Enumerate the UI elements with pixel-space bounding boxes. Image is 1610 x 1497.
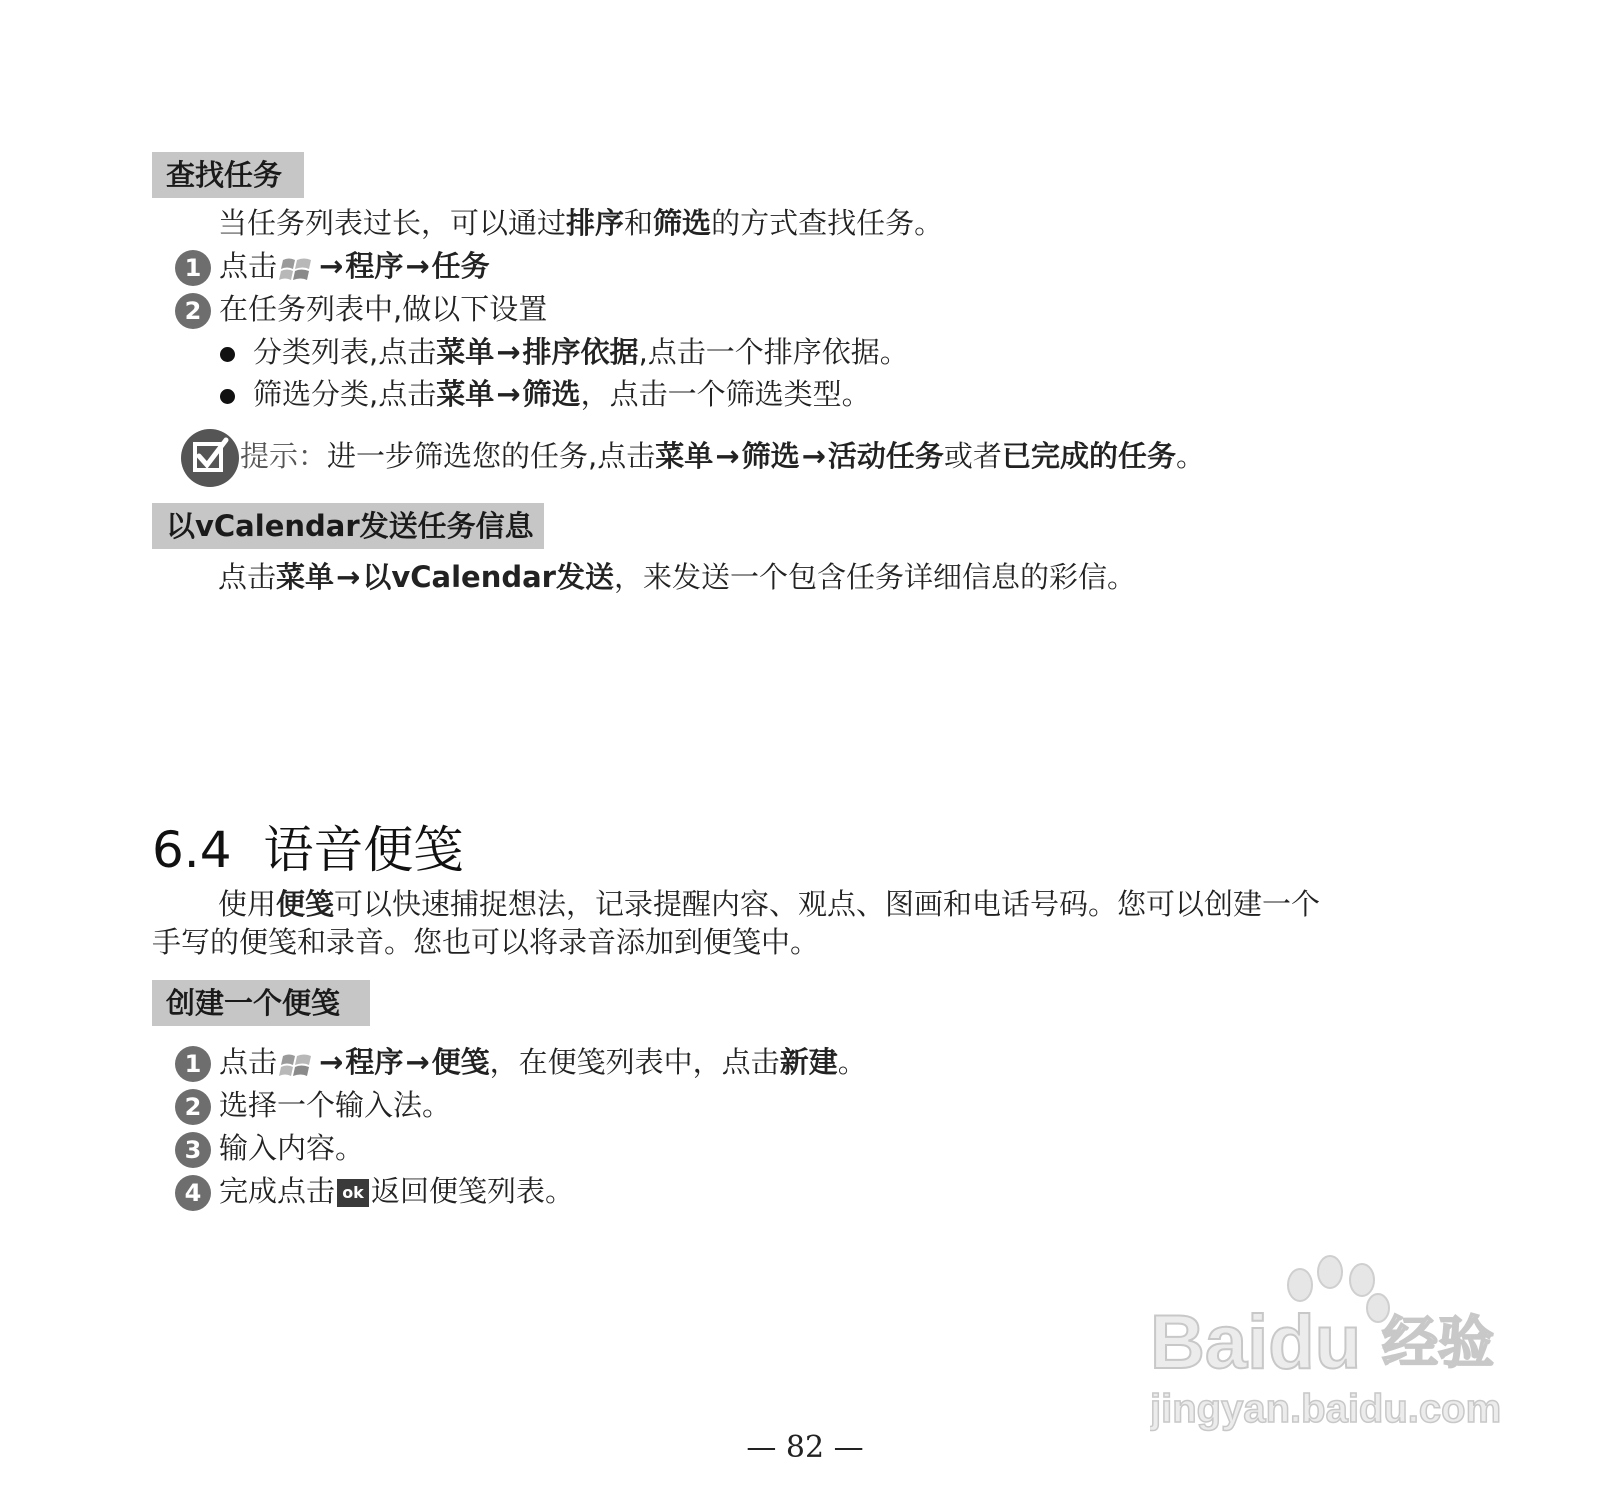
find-step-2: [175, 289, 547, 329]
chapter-paragraph: [152, 885, 1422, 961]
arrow-icon: →: [319, 249, 344, 283]
step-number: 2: [175, 1089, 211, 1125]
arrow-icon: →: [319, 1045, 344, 1079]
step-text: ，在便笺列表中，点击: [489, 1045, 780, 1079]
vcal-text: ，来发送一个包含任务详细信息的彩信。: [613, 560, 1136, 594]
baidu-watermark-logo: [1150, 1250, 1530, 1450]
menu-label: 菜单: [276, 560, 335, 594]
bullet-text: ,点击一个排序依据。: [638, 335, 909, 369]
arrow-icon: →: [801, 439, 826, 473]
step-text: 输入内容。: [219, 1131, 365, 1165]
tip-text: 或者: [943, 439, 1002, 473]
step-text: 。: [837, 1045, 867, 1079]
tip-text: 进一步筛选您的任务,点击: [327, 439, 656, 473]
new-label: 新建: [779, 1045, 838, 1079]
section-heading-find-tasks: 查找任务: [152, 152, 304, 198]
section-heading-vcalendar: 以vCalendar发送任务信息: [152, 503, 544, 549]
create-step-4: [175, 1171, 574, 1211]
step-text: 点击: [219, 249, 278, 283]
intro-sort: 排序: [566, 206, 625, 240]
watermark-brand-cn: 经验: [1382, 1311, 1494, 1376]
menu-label: 菜单: [436, 377, 495, 411]
arrow-icon: →: [405, 249, 430, 283]
arrow-icon: →: [336, 560, 361, 594]
ok-button-icon: ok: [337, 1179, 369, 1207]
bullet-text: ，点击一个筛选类型。: [580, 377, 871, 411]
chapter-title: 语音便笺: [263, 821, 464, 879]
chapter-number: 6.4: [152, 821, 232, 879]
completed-tasks-label: 已完成的任务: [1001, 439, 1176, 473]
intro-filter: 筛选: [653, 206, 712, 240]
sort-by-label: 排序依据: [522, 335, 639, 369]
step-text: 返回便笺列表。: [371, 1174, 575, 1208]
chapter-heading: [152, 820, 463, 880]
step-number: 1: [175, 1046, 211, 1082]
step-text: 完成点击: [219, 1174, 336, 1208]
bullet-text: 分类列表,点击: [253, 335, 437, 369]
arrow-icon: →: [405, 1045, 430, 1079]
create-step-1: [175, 1042, 867, 1082]
menu-programs: 程序: [345, 1045, 404, 1079]
watermark-brand: Baidu: [1150, 1300, 1362, 1385]
create-step-3: [175, 1128, 364, 1168]
tip-label: 提示：: [240, 439, 328, 473]
checkbox-tip-icon: [180, 428, 240, 488]
filter-label: 筛选: [741, 439, 800, 473]
menu-tasks: 任务: [431, 249, 490, 283]
para-line-2: 手写的便笺和录音。您也可以将录音添加到便笺中。: [152, 925, 820, 959]
tip-line: [240, 436, 1205, 476]
windows-start-icon: [279, 252, 315, 284]
menu-notes: 便笺: [431, 1045, 490, 1079]
intro-text-2: 的方式查找任务。: [711, 206, 944, 240]
vcalendar-line: [218, 557, 1136, 597]
para-text: 可以快速捕捉想法，记录提醒内容、观点、图画和电话号码。您可以创建一个: [334, 887, 1321, 921]
step-number: 4: [175, 1175, 211, 1211]
page-number: — 82 —: [746, 1430, 864, 1465]
step-number: 2: [175, 293, 211, 329]
find-tasks-intro: [218, 203, 943, 243]
menu-label: 菜单: [436, 335, 495, 369]
create-step-2: [175, 1085, 451, 1125]
arrow-icon: →: [496, 335, 521, 369]
step-text: 在任务列表中,做以下设置: [219, 292, 548, 326]
find-step-1: [175, 246, 490, 286]
send-vcalendar-label: 以vCalendar发送: [362, 560, 614, 594]
para-text: 使用: [218, 887, 277, 921]
active-tasks-label: 活动任务: [827, 439, 944, 473]
watermark-url: jingyan.baidu.com: [1150, 1387, 1502, 1431]
notes-label: 便笺: [276, 887, 335, 921]
intro-text-1: 当任务列表过长，可以通过: [218, 206, 567, 240]
bullet-sort: [220, 332, 909, 372]
arrow-icon: →: [496, 377, 521, 411]
step-text: 点击: [219, 1045, 278, 1079]
tip-text: 。: [1175, 439, 1205, 473]
arrow-icon: →: [715, 439, 740, 473]
vcal-text: 点击: [218, 560, 277, 594]
intro-and: 和: [624, 206, 654, 240]
section-heading-create-note: 创建一个便笺: [152, 980, 370, 1026]
menu-programs: 程序: [345, 249, 404, 283]
bullet-icon: [220, 347, 235, 362]
bullet-filter: [220, 374, 871, 414]
bullet-text: 筛选分类,点击: [253, 377, 437, 411]
step-number: 1: [175, 250, 211, 286]
menu-label: 菜单: [655, 439, 714, 473]
step-number: 3: [175, 1132, 211, 1168]
para-line-1: [152, 885, 1422, 923]
step-text: 选择一个输入法。: [219, 1088, 452, 1122]
bullet-icon: [220, 389, 235, 404]
filter-label: 筛选: [522, 377, 581, 411]
windows-start-icon: [279, 1048, 315, 1080]
